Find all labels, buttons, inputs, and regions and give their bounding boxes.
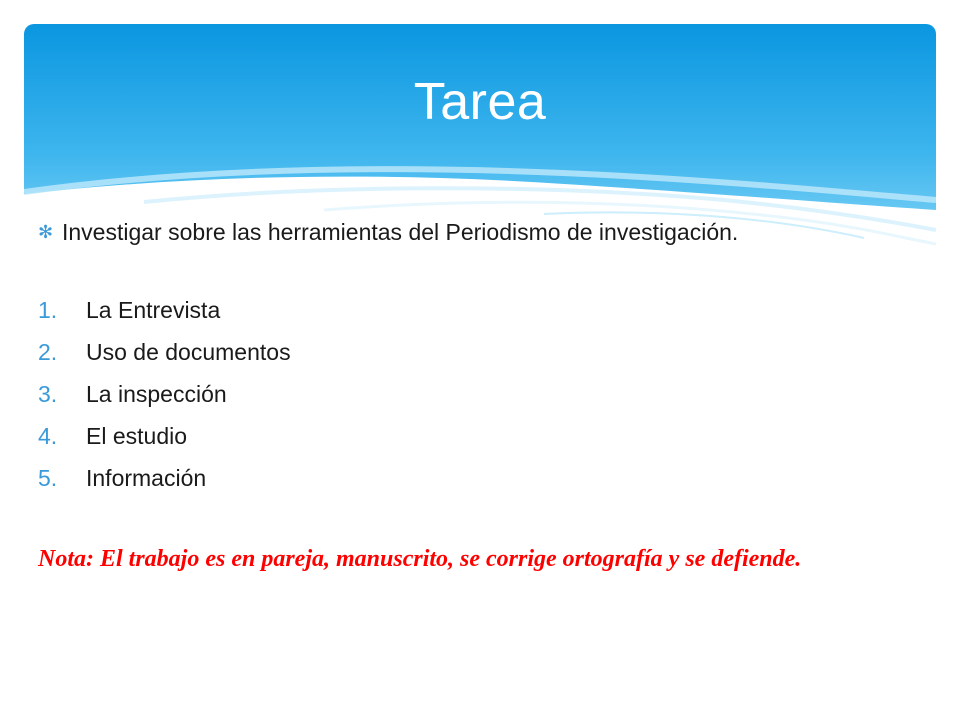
bullet-item <box>38 216 798 248</box>
list-item <box>38 289 638 331</box>
list-number: 5. <box>38 465 58 491</box>
list-item-text: La inspección <box>86 381 227 407</box>
list-item <box>38 415 638 457</box>
list-number: 3. <box>38 381 58 407</box>
bullet-text: Investigar sobre las herramientas del Periodismo de investigación. <box>62 219 739 245</box>
numbered-list <box>38 289 638 499</box>
list-item-text: La Entrevista <box>86 297 221 323</box>
list-item <box>38 331 638 373</box>
list-item-text: Uso de documentos <box>86 339 291 365</box>
list-item-text: Información <box>86 465 207 491</box>
list-item-text: El estudio <box>86 423 188 449</box>
slide-title: Tarea <box>413 73 547 131</box>
list-number: 4. <box>38 423 58 449</box>
list-number: 1. <box>38 297 58 323</box>
list-item <box>38 457 638 499</box>
asterisk-icon: ✻ <box>38 222 54 242</box>
list-number: 2. <box>38 339 58 365</box>
list-item <box>38 373 638 415</box>
note-text: Nota: El trabajo es en pareja, manuscrito, se corrige ortografía y se defiende. <box>38 546 802 572</box>
